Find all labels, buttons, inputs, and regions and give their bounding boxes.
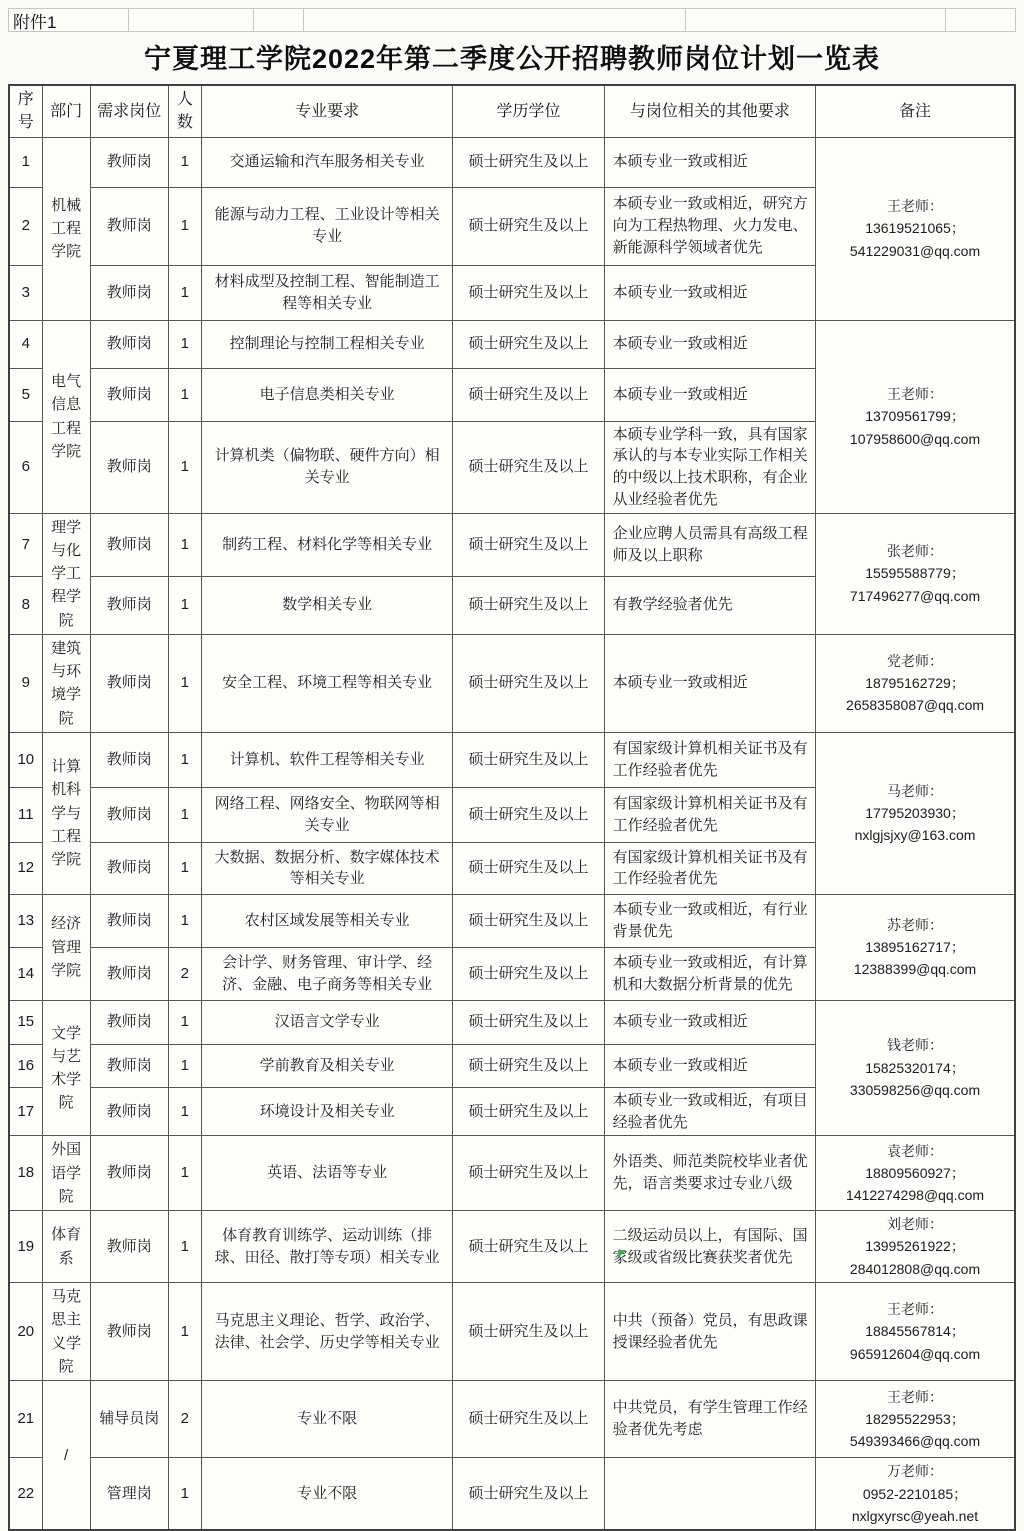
page-title: 宁夏理工学院2022年第二季度公开招聘教师岗位计划一览表	[143, 44, 881, 74]
cell-degree: 硕士研究生及以上	[453, 187, 604, 265]
remark-line: 苏老师：	[887, 916, 944, 933]
remark-line: 1412274298@qq.com	[846, 1187, 985, 1204]
cell-other: 本硕专业一致或相近	[604, 634, 815, 732]
remark-line: 钱老师：	[887, 1037, 944, 1054]
spreadsheet-top-row	[8, 8, 1016, 32]
cell-degree: 硕士研究生及以上	[453, 1211, 604, 1283]
cell-dept: 机械工程学院	[42, 137, 90, 320]
cell-major: 电子信息类相关专业	[201, 368, 452, 421]
remark-line: nxlgxyrsc@yeah.net	[851, 1507, 979, 1524]
cell-seq: 19	[9, 1211, 42, 1283]
cell-degree: 硕士研究生及以上	[453, 947, 604, 1000]
remark-line: 12388399@qq.com	[853, 961, 977, 978]
cell-other: 本硕专业一致或相近	[604, 265, 815, 320]
cell-degree: 硕士研究生及以上	[453, 421, 604, 513]
cell-remark	[816, 1458, 1015, 1531]
empty-cell	[253, 8, 303, 32]
cell-post: 教师岗	[90, 513, 168, 576]
cell-post: 教师岗	[90, 947, 168, 1000]
table-row	[9, 894, 1015, 947]
cell-post: 教师岗	[90, 421, 168, 513]
table-row	[9, 1211, 1015, 1283]
cell-seq: 7	[9, 513, 42, 576]
cell-remark	[816, 1211, 1015, 1283]
cell-major: 安全工程、环境工程等相关专业	[201, 634, 452, 732]
cell-post: 教师岗	[90, 265, 168, 320]
cell-seq: 21	[9, 1381, 42, 1458]
cell-other: 外语类、师范类院校毕业者优先，语言类要求过专业八级	[604, 1136, 815, 1211]
cell-post: 教师岗	[90, 137, 168, 187]
cell-major: 制药工程、材料化学等相关专业	[201, 513, 452, 576]
cell-dept: 计算机科学与工程学院	[42, 732, 90, 894]
cell-seq: 5	[9, 368, 42, 421]
remark-line: 15595588779；	[865, 565, 965, 582]
cell-seq: 17	[9, 1087, 42, 1136]
remark-line: 107958600@qq.com	[849, 430, 981, 447]
cell-seq: 22	[9, 1458, 42, 1531]
header-row	[9, 85, 1015, 137]
cell-degree: 硕士研究生及以上	[453, 634, 604, 732]
cell-seq: 9	[9, 634, 42, 732]
remark-line: 0952-2210185；	[862, 1485, 968, 1502]
cell-major: 交通运输和汽车服务相关专业	[201, 137, 452, 187]
cell-other: 本硕专业一致或相近	[604, 368, 815, 421]
cell-degree: 硕士研究生及以上	[453, 1000, 604, 1044]
remark-line: 王老师：	[887, 1388, 944, 1405]
cell-count: 1	[168, 1283, 201, 1381]
remark-line: 刘老师：	[887, 1216, 944, 1232]
col-header-post: 需求岗位	[90, 85, 168, 137]
cell-major: 马克思主义理论、哲学、政治学、法律、社会学、历史学等相关专业	[201, 1283, 452, 1381]
cell-dept: 经济管理学院	[42, 894, 90, 1000]
cell-post: 教师岗	[90, 1211, 168, 1283]
remark-line: 284012808@qq.com	[849, 1260, 981, 1277]
cell-post: 教师岗	[90, 1136, 168, 1211]
cell-count: 1	[168, 634, 201, 732]
cell-degree: 硕士研究生及以上	[453, 1283, 604, 1381]
cell-count: 1	[168, 513, 201, 576]
recruitment-table	[8, 84, 1016, 1531]
remark-line: 王老师：	[887, 385, 944, 402]
table-row	[9, 1381, 1015, 1458]
cell-seq: 6	[9, 421, 42, 513]
cell-count: 1	[168, 1136, 201, 1211]
empty-cell	[128, 8, 253, 32]
remark-line: 13995261922；	[865, 1238, 965, 1255]
cell-dept: 理学与化学工程学院	[42, 513, 90, 634]
cell-other: 有国家级计算机相关证书及有工作经验者优先	[604, 842, 815, 894]
cell-seq: 2	[9, 187, 42, 265]
remark-line: 549393466@qq.com	[849, 1433, 981, 1450]
cell-count: 1	[168, 576, 201, 634]
cell-degree: 硕士研究生及以上	[453, 732, 604, 787]
cell-dept: 外国语学院	[42, 1136, 90, 1211]
cell-post: 教师岗	[90, 1000, 168, 1044]
remark-line: 13895162717；	[865, 939, 965, 956]
cell-other: 本硕专业一致或相近，有项目经验者优先	[604, 1087, 815, 1136]
table-body	[9, 137, 1015, 1530]
col-header-dept: 部门	[42, 85, 90, 137]
cell-count: 1	[168, 265, 201, 320]
cell-other: 企业应聘人员需具有高级工程师及以上职称	[604, 513, 815, 576]
cell-post: 教师岗	[90, 576, 168, 634]
cell-major: 材料成型及控制工程、智能制造工程等相关专业	[201, 265, 452, 320]
cell-degree: 硕士研究生及以上	[453, 320, 604, 368]
table-row	[9, 634, 1015, 732]
table-row	[9, 137, 1015, 187]
cell-remark	[816, 320, 1015, 513]
cell-major: 能源与动力工程、工业设计等相关专业	[201, 187, 452, 265]
col-header-seq: 序号	[9, 85, 42, 137]
cell-major: 专业不限	[201, 1381, 452, 1458]
col-header-degree: 学历学位	[453, 85, 604, 137]
cell-degree: 硕士研究生及以上	[453, 1381, 604, 1458]
cell-count: 1	[168, 137, 201, 187]
cell-seq: 13	[9, 894, 42, 947]
cell-count: 1	[168, 421, 201, 513]
empty-cell	[303, 8, 685, 32]
remark-line: 党老师：	[887, 652, 944, 669]
cell-remark	[816, 513, 1015, 634]
col-header-major: 专业要求	[201, 85, 452, 137]
cell-major: 环境设计及相关专业	[201, 1087, 452, 1136]
cell-degree: 硕士研究生及以上	[453, 894, 604, 947]
cell-major: 学前教育及相关专业	[201, 1044, 452, 1087]
cell-other: 中共党员，有学生管理工作经验者优先考虑	[604, 1381, 815, 1458]
cell-seq: 15	[9, 1000, 42, 1044]
cell-seq: 14	[9, 947, 42, 1000]
cell-major: 专业不限	[201, 1458, 452, 1531]
cell-degree: 硕士研究生及以上	[453, 368, 604, 421]
cell-seq: 18	[9, 1136, 42, 1211]
cell-post: 教师岗	[90, 787, 168, 842]
remark-line: 18795162729；	[865, 675, 965, 692]
table-row	[9, 1283, 1015, 1381]
cell-remark	[816, 1000, 1015, 1136]
cell-major: 数学相关专业	[201, 576, 452, 634]
cell-count: 1	[168, 1087, 201, 1136]
cell-seq: 3	[9, 265, 42, 320]
cell-count: 1	[168, 320, 201, 368]
cell-post: 教师岗	[90, 1283, 168, 1381]
cell-other: 二级运动员以上，有国际、国家级或省级比赛获奖者优先	[604, 1211, 815, 1283]
cell-major: 会计学、财务管理、审计学、经济、金融、电子商务等相关专业	[201, 947, 452, 1000]
cell-remark	[816, 1381, 1015, 1458]
cell-degree: 硕士研究生及以上	[453, 1087, 604, 1136]
remark-line: 2658358087@qq.com	[846, 697, 985, 714]
cell-major: 农村区域发展等相关专业	[201, 894, 452, 947]
cell-dept: 电气信息工程学院	[42, 320, 90, 513]
cell-degree: 硕士研究生及以上	[453, 842, 604, 894]
cell-major: 汉语言文学专业	[201, 1000, 452, 1044]
cell-remark	[816, 1136, 1015, 1211]
cell-other	[604, 1458, 815, 1531]
attachment-label: 附件1	[8, 8, 128, 32]
cell-degree: 硕士研究生及以上	[453, 787, 604, 842]
remark-line: 万老师：	[887, 1463, 944, 1480]
cell-count: 1	[168, 732, 201, 787]
cell-count: 1	[168, 842, 201, 894]
remark-line: 717496277@qq.com	[849, 587, 981, 604]
cell-dept: 建筑与环境学院	[42, 634, 90, 732]
remark-line: nxlgjsjxy@163.com	[854, 827, 976, 844]
cell-seq: 10	[9, 732, 42, 787]
cell-count: 2	[168, 1381, 201, 1458]
cell-count: 1	[168, 1458, 201, 1531]
cell-post: 辅导员岗	[90, 1381, 168, 1458]
remark-line: 王老师：	[887, 197, 944, 214]
cell-other: 本硕专业学科一致，具有国家承认的与本专业实际工作相关的中级以上技术职称，有企业从业经验者优先	[604, 421, 815, 513]
cell-seq: 8	[9, 576, 42, 634]
cell-seq: 16	[9, 1044, 42, 1087]
remark-line: 13619521065；	[865, 220, 965, 237]
col-header-count: 人数	[168, 85, 201, 137]
remark-line: 袁老师：	[887, 1142, 944, 1159]
remark-line: 13709561799；	[865, 408, 965, 425]
cell-other: 本硕专业一致或相近	[604, 137, 815, 187]
cell-major: 计算机、软件工程等相关专业	[201, 732, 452, 787]
cell-seq: 4	[9, 320, 42, 368]
cell-count: 1	[168, 187, 201, 265]
cell-degree: 硕士研究生及以上	[453, 137, 604, 187]
table-row	[9, 320, 1015, 368]
table-row	[9, 1458, 1015, 1531]
cell-dept: 体育系	[42, 1211, 90, 1283]
remark-line: 王老师：	[887, 1301, 944, 1318]
cell-other: 本硕专业一致或相近	[604, 1044, 815, 1087]
cell-major: 英语、法语等专业	[201, 1136, 452, 1211]
cell-other: 本硕专业一致或相近，研究方向为工程热物理、火力发电、新能源科学领域者优先	[604, 187, 815, 265]
remark-line: 马老师：	[887, 782, 944, 799]
cell-other: 有国家级计算机相关证书及有工作经验者优先	[604, 787, 815, 842]
cell-post: 教师岗	[90, 842, 168, 894]
table-row	[9, 1000, 1015, 1044]
empty-cell	[685, 8, 945, 32]
cell-remark	[816, 732, 1015, 894]
cell-other: 本硕专业一致或相近，有计算机和大数据分析背景的优先	[604, 947, 815, 1000]
cell-other: 有教学经验者优先	[604, 576, 815, 634]
cell-post: 管理岗	[90, 1458, 168, 1531]
col-header-remark: 备注	[816, 85, 1015, 137]
cell-post: 教师岗	[90, 320, 168, 368]
cell-degree: 硕士研究生及以上	[453, 1458, 604, 1531]
cell-other: 本硕专业一致或相近，有行业背景优先	[604, 894, 815, 947]
cell-major: 网络工程、网络安全、物联网等相关专业	[201, 787, 452, 842]
table-row	[9, 1136, 1015, 1211]
cell-major: 控制理论与控制工程相关专业	[201, 320, 452, 368]
cell-post: 教师岗	[90, 894, 168, 947]
cell-major: 大数据、数据分析、数字媒体技术等相关专业	[201, 842, 452, 894]
cell-degree: 硕士研究生及以上	[453, 576, 604, 634]
cell-major: 体育教育训练学、运动训练（排球、田径、散打等专项）相关专业	[201, 1211, 452, 1283]
cell-remark	[816, 137, 1015, 320]
cell-post: 教师岗	[90, 732, 168, 787]
cell-other: 中共（预备）党员，有思政课授课经验者优先	[604, 1283, 815, 1381]
cell-seq: 12	[9, 842, 42, 894]
table-row	[9, 732, 1015, 787]
empty-cell	[945, 8, 1016, 32]
remark-line: 18845567814；	[865, 1323, 965, 1340]
cell-other: 本硕专业一致或相近	[604, 320, 815, 368]
remark-line: 15825320174；	[865, 1059, 965, 1076]
table-row	[9, 513, 1015, 576]
cell-count: 1	[168, 368, 201, 421]
col-header-other: 与岗位相关的其他要求	[604, 85, 815, 137]
cell-degree: 硕士研究生及以上	[453, 1044, 604, 1087]
cell-count: 1	[168, 1044, 201, 1087]
cell-remark	[816, 894, 1015, 1000]
cell-seq: 20	[9, 1283, 42, 1381]
cell-dept: 文学与艺术学院	[42, 1000, 90, 1136]
cell-post: 教师岗	[90, 634, 168, 732]
remark-line: 965912604@qq.com	[849, 1345, 981, 1362]
cell-other: 本硕专业一致或相近	[604, 1000, 815, 1044]
remark-line: 330598256@qq.com	[849, 1082, 981, 1099]
remark-line: 541229031@qq.com	[849, 242, 981, 259]
cell-dept: /	[42, 1381, 90, 1531]
cell-seq: 11	[9, 787, 42, 842]
cell-degree: 硕士研究生及以上	[453, 1136, 604, 1211]
cell-other: 有国家级计算机相关证书及有工作经验者优先	[604, 732, 815, 787]
cell-count: 2	[168, 947, 201, 1000]
cell-count: 1	[168, 1211, 201, 1283]
cell-post: 教师岗	[90, 187, 168, 265]
cell-marker-artifact	[618, 1250, 626, 1258]
cell-post: 教师岗	[90, 1044, 168, 1087]
cell-post: 教师岗	[90, 368, 168, 421]
cell-major: 计算机类（偏物联、硬件方向）相关专业	[201, 421, 452, 513]
remark-line: 17795203930；	[865, 805, 965, 822]
cell-degree: 硕士研究生及以上	[453, 513, 604, 576]
remark-line: 18809560927；	[865, 1164, 965, 1181]
cell-count: 1	[168, 894, 201, 947]
cell-seq: 1	[9, 137, 42, 187]
cell-dept: 马克思主义学院	[42, 1283, 90, 1381]
cell-count: 1	[168, 787, 201, 842]
cell-remark	[816, 1283, 1015, 1381]
cell-count: 1	[168, 1000, 201, 1044]
remark-line: 张老师：	[887, 543, 944, 560]
cell-remark	[816, 634, 1015, 732]
cell-degree: 硕士研究生及以上	[453, 265, 604, 320]
remark-line: 18295522953；	[865, 1410, 965, 1427]
cell-post: 教师岗	[90, 1087, 168, 1136]
